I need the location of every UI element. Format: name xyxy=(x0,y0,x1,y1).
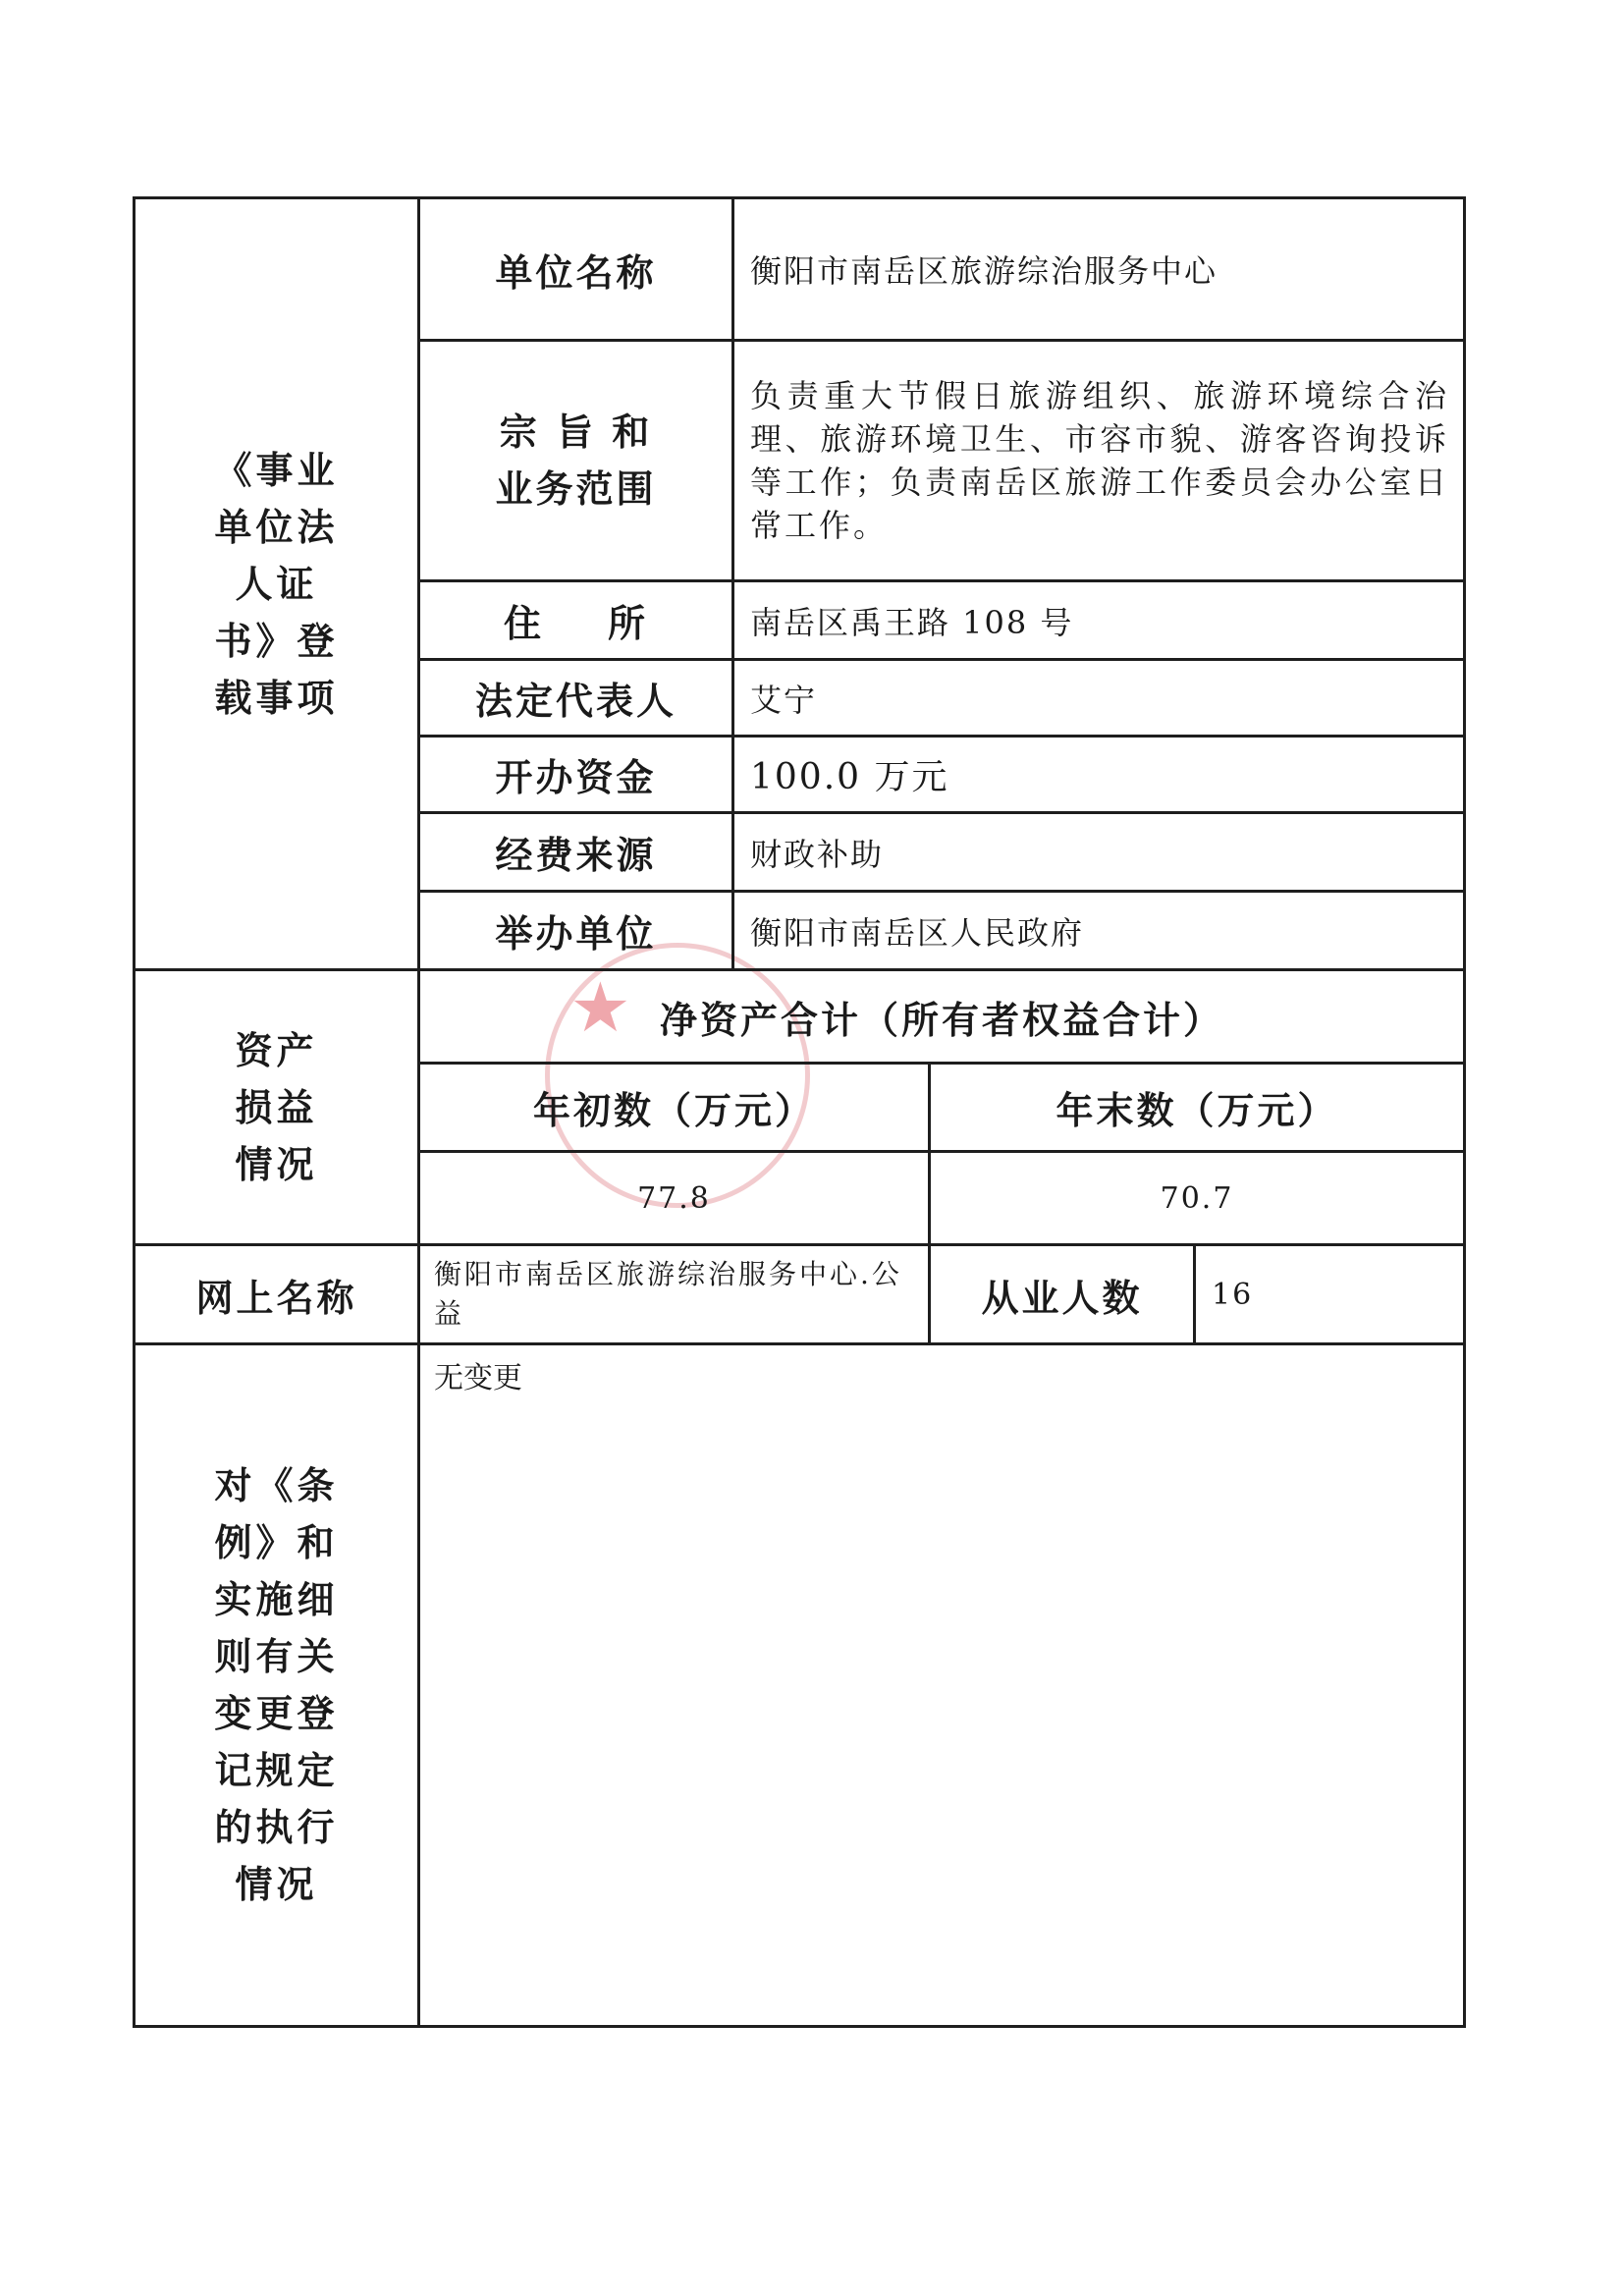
sponsor-value: 衡阳市南岳区人民政府 xyxy=(733,892,1465,970)
address-value: 南岳区禹王路 108 号 xyxy=(733,581,1465,660)
online-name-value: 衡阳市南岳区旅游综治服务中心.公益 xyxy=(419,1245,930,1343)
funding-value: 财政补助 xyxy=(733,813,1465,892)
changes-value: 无变更 xyxy=(419,1343,1465,2026)
registration-section-title: 《事业单位法人证书》登载事项 xyxy=(135,198,419,970)
sponsor-label: 举办单位 xyxy=(419,892,733,970)
begin-year-label: 年初数（万元） xyxy=(419,1064,930,1152)
capital-value: 100.0 万元 xyxy=(733,737,1465,813)
seal-star-icon: ★ xyxy=(569,967,631,1048)
staff-count-label: 从业人数 xyxy=(930,1245,1195,1343)
unit-name-label: 单位名称 xyxy=(419,198,733,341)
changes-section-title: 对《条例》和实施细则有关变更登记规定的执行情况 xyxy=(135,1343,419,2026)
funding-label: 经费来源 xyxy=(419,813,733,892)
end-year-label: 年末数（万元） xyxy=(930,1064,1465,1152)
annual-report-form xyxy=(133,196,1466,2028)
address-label: 住 所 xyxy=(419,581,733,660)
staff-count-value: 16 xyxy=(1195,1245,1465,1343)
begin-year-value: 77.8 xyxy=(419,1152,930,1245)
unit-name-value: 衡阳市南岳区旅游综治服务中心 xyxy=(733,198,1465,341)
purpose-label: 宗 旨 和业务范围 xyxy=(419,341,733,581)
legal-rep-value: 艾宁 xyxy=(733,660,1465,737)
capital-label: 开办资金 xyxy=(419,737,733,813)
assets-section-title: 资产损益情况 xyxy=(135,970,419,1245)
end-year-value: 70.7 xyxy=(930,1152,1465,1245)
legal-rep-label: 法定代表人 xyxy=(419,660,733,737)
purpose-value: 负责重大节假日旅游组织、旅游环境综合治理、旅游环境卫生、市容市貌、游客咨询投诉等工作；负责南岳区旅游工作委员会办公室日常工作。 xyxy=(733,341,1465,581)
online-name-label: 网上名称 xyxy=(135,1245,419,1343)
net-assets-header: 净资产合计（所有者权益合计） xyxy=(419,970,1465,1064)
